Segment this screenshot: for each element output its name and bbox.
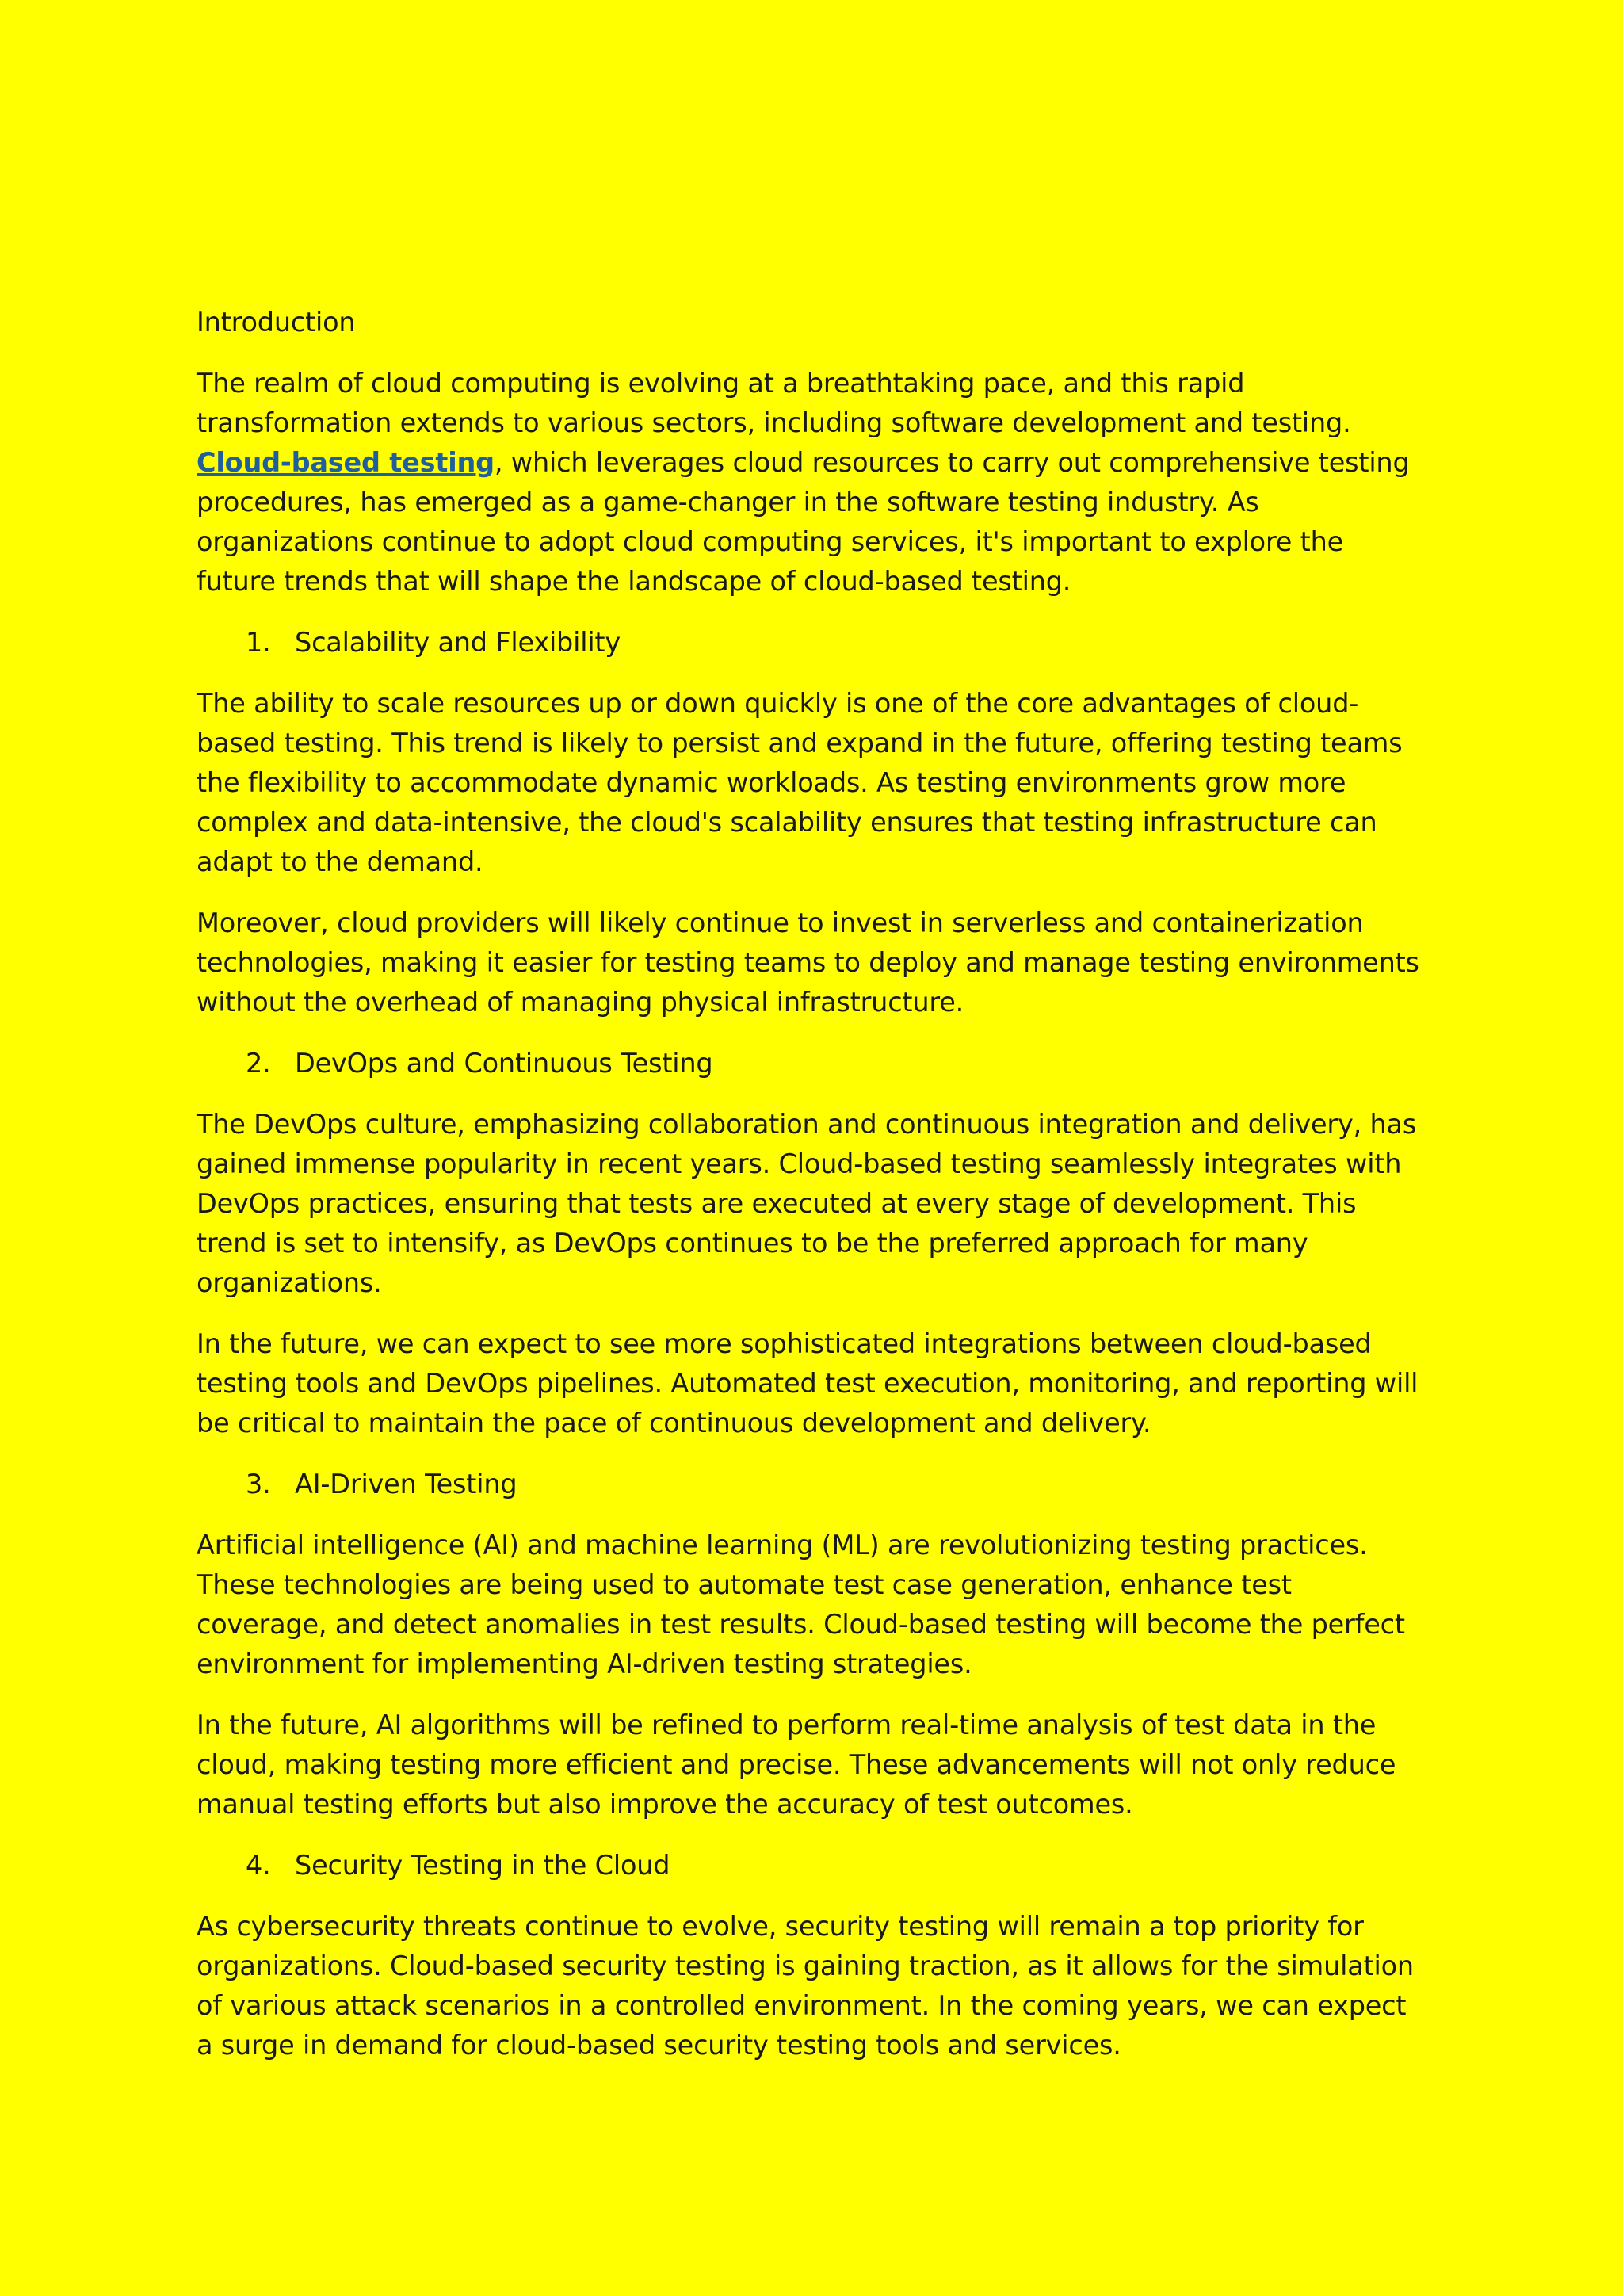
intro-paragraph xyxy=(197,364,1430,602)
list-number: 3. xyxy=(246,1469,271,1499)
section-title: Security Testing in the Cloud xyxy=(295,1850,670,1881)
list-number: 4. xyxy=(246,1850,271,1881)
intro-paragraph-text-2: , which leverages cloud resources to carry out comprehensive testing procedures, has emerged as a game-changer in the software testing industry. As organizations continue to adopt cloud computing services, it's important to explore the future trends that will shape the landscape of cloud-based testing. xyxy=(197,447,1410,597)
section-paragraph: Moreover, cloud providers will likely continue to invest in serverless and containerization technologies, making it easier for testing teams to deploy and manage testing environments without the overhead of managing physical infrastructure. xyxy=(197,907,1419,1018)
list-number: 1. xyxy=(246,627,271,658)
section-paragraph: Artificial intelligence (AI) and machine learning (ML) are revolutionizing testing practices. These technologies are being used to automate test case generation, enhance test coverage, and detect anomalies in test results. Cloud-based testing will become the perfect environment for implementing AI-driven testing strategies. xyxy=(197,1530,1405,1679)
document-body xyxy=(197,303,1430,2087)
section-heading-scalability xyxy=(197,623,1430,663)
section-title: AI-Driven Testing xyxy=(295,1469,517,1499)
section-paragraph: As cybersecurity threats continue to evolve, security testing will remain a top priority for organizations. Cloud-based security testing is gaining traction, as it allows for the simulation of various attack scenarios in a controlled environment. In the coming years, we can expect a surge in demand for cloud-based security testing tools and services. xyxy=(197,1911,1414,2061)
section-paragraph: The ability to scale resources up or down quickly is one of the core advantages of cloud-based testing. This trend is likely to persist and expand in the future, offering testing teams the flexibility to accommodate dynamic workloads. As testing environments grow more complex and data-intensive, the cloud's scalability ensures that testing infrastructure can adapt to the demand. xyxy=(197,688,1403,877)
section-paragraph: In the future, AI algorithms will be refined to perform real-time analysis of test data in the cloud, making testing more efficient and precise. These advancements will not only reduce manual testing efforts but also improve the accuracy of test outcomes. xyxy=(197,1710,1396,1820)
section-paragraph: In the future, we can expect to see more sophisticated integrations between cloud-based testing tools and DevOps pipelines. Automated test execution, monitoring, and reporting will be critical to maintain the pace of continuous development and delivery. xyxy=(197,1328,1419,1438)
cloud-based-testing-link[interactable]: Cloud-based testing xyxy=(197,447,495,478)
intro-heading: Introduction xyxy=(197,307,356,338)
section-paragraph: The DevOps culture, emphasizing collaboration and continuous integration and delivery, has gained immense popularity in recent years. Cloud-based testing seamlessly integrates with DevOps practices, ensuring that tests are executed at every stage of development. This trend is set to intensify, as DevOps continues to be the preferred approach for many organizations. xyxy=(197,1109,1417,1298)
section-heading-ai-driven-testing xyxy=(197,1465,1430,1504)
section-title: Scalability and Flexibility xyxy=(295,627,621,658)
section-title: DevOps and Continuous Testing xyxy=(295,1048,713,1079)
list-number: 2. xyxy=(246,1048,271,1079)
section-heading-devops xyxy=(197,1044,1430,1083)
intro-paragraph-text-1: The realm of cloud computing is evolving at a breathtaking pace, and this rapid transformation extends to various sectors, including software development and testing. xyxy=(197,368,1351,438)
section-heading-security-testing xyxy=(197,1846,1430,1885)
